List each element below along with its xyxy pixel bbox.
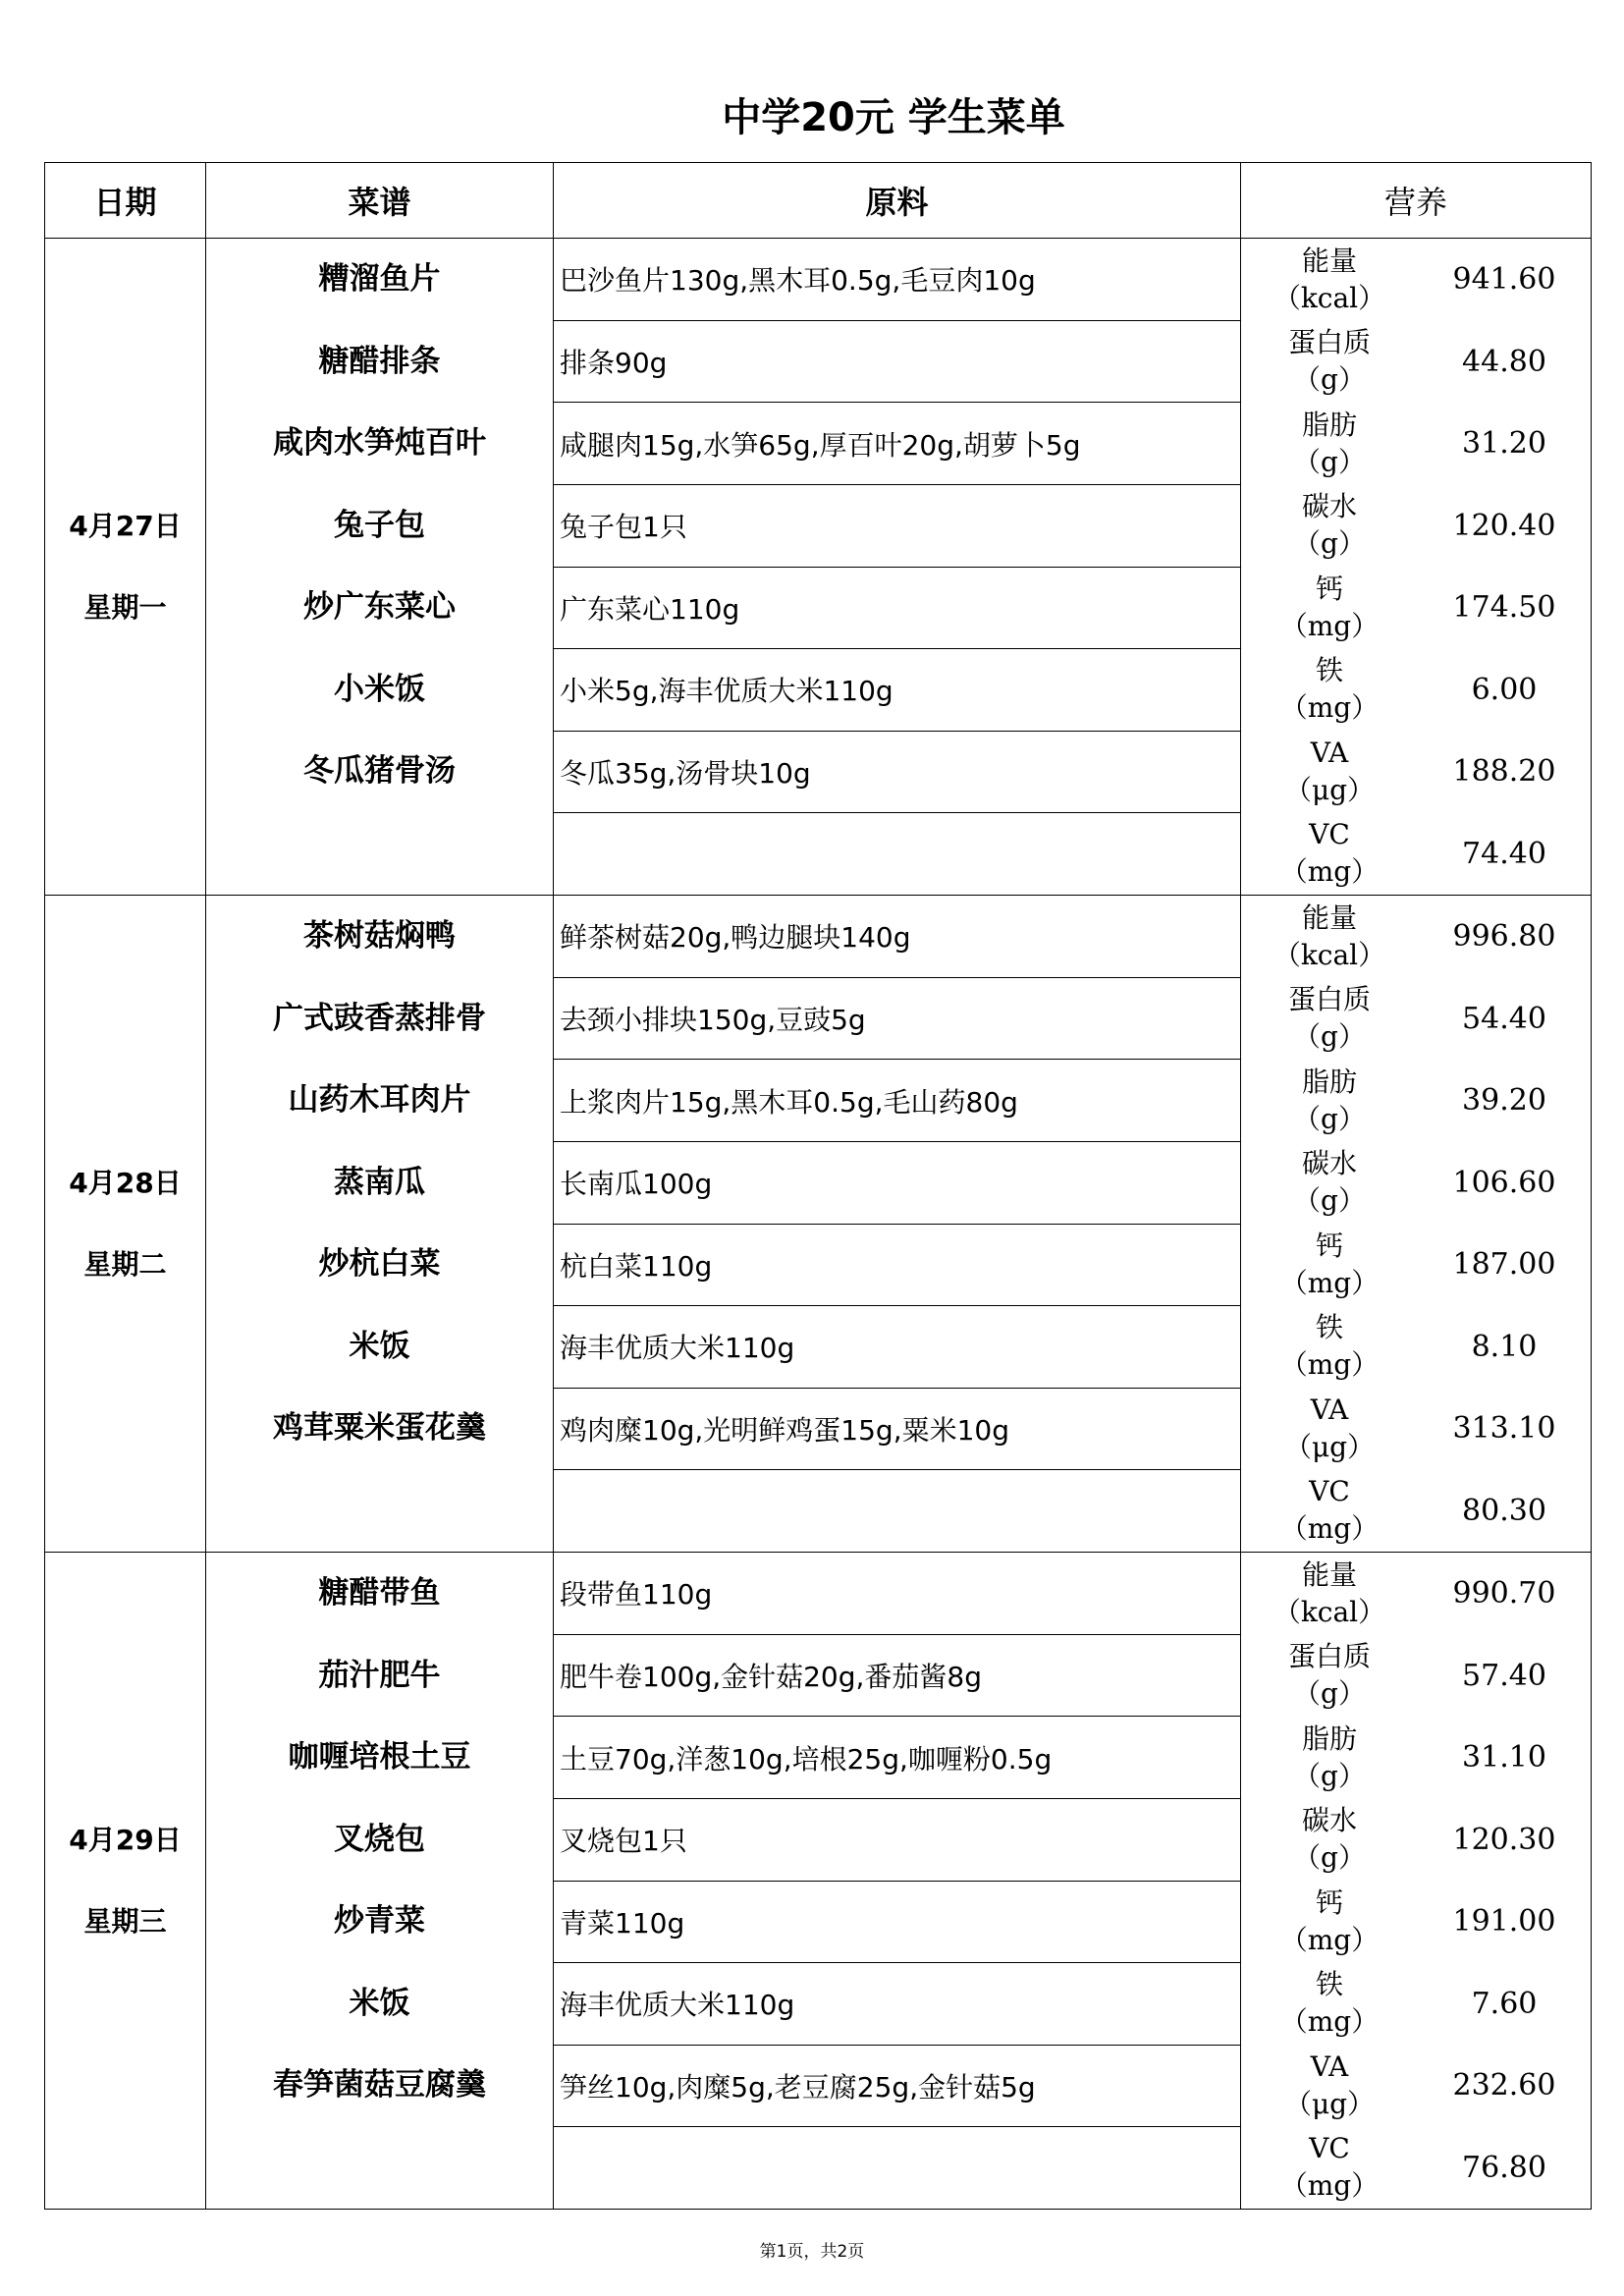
nutrient-unit: （mg） [1279, 691, 1380, 725]
table-row [45, 239, 1592, 321]
nutrient-unit: （mg） [1279, 2169, 1380, 2203]
nutrient-name: VA [1310, 1393, 1349, 1426]
nutrition-row [1241, 1388, 1591, 1470]
nutrition-row [1241, 1963, 1591, 2046]
nutrient-name: 脂肪 [1301, 1065, 1357, 1098]
weekday-label: 星期一 [83, 591, 167, 624]
ingredient-cell: 肥牛卷100g,金针菇20g,番茄酱8g [554, 1634, 1241, 1717]
ingredient-cell: 鲜茶树菇20g,鸭边腿块140g [554, 896, 1241, 978]
ingredient-cell: 海丰优质大米110g [554, 1306, 1241, 1389]
nutrient-label [1241, 1802, 1418, 1877]
ingredient-cell [554, 1470, 1241, 1553]
nutrition-row [1241, 1799, 1591, 1882]
ingredient-cell: 上浆肉片15g,黑木耳0.5g,毛山药80g [554, 1060, 1241, 1142]
nutrition-row [1241, 1060, 1591, 1142]
ingredient-cell: 青菜110g [554, 1881, 1241, 1963]
nutrient-name: 钙 [1315, 1229, 1343, 1262]
nutrient-value: 120.30 [1452, 1822, 1556, 1857]
nutrient-name: 碳水 [1301, 490, 1357, 523]
nutrient-value: 57.40 [1462, 1658, 1546, 1693]
nutrient-name: 蛋白质 [1287, 983, 1371, 1016]
nutrient-name: VC [1309, 1475, 1350, 1508]
weekday-label: 星期二 [83, 1248, 167, 1281]
nutrient-label [1241, 324, 1418, 399]
table-row [45, 1553, 1592, 1635]
nutrient-value: 74.40 [1462, 836, 1546, 871]
ingredient-cell: 咸腿肉15g,水笋65g,厚百叶20g,胡萝卜5g [554, 403, 1241, 485]
nutrient-unit: （g） [1293, 1759, 1366, 1792]
ingredient-cell: 土豆70g,洋葱10g,培根25g,咖喱粉0.5g [554, 1717, 1241, 1799]
nutrient-unit: （kcal） [1272, 938, 1386, 971]
nutrient-label [1241, 735, 1418, 809]
nutrient-label [1241, 407, 1418, 481]
dish-name: 广式豉香蒸排骨 [273, 1000, 486, 1036]
nutrient-value: 7.60 [1471, 1986, 1538, 2021]
nutrition-cell [1241, 239, 1592, 896]
nutrient-label [1241, 1228, 1418, 1302]
nutrition-row [1241, 1306, 1591, 1389]
dish-name: 冬瓜猪骨汤 [303, 753, 456, 789]
nutrient-unit: （μg） [1283, 1430, 1376, 1463]
nutrient-value: 120.40 [1452, 508, 1556, 543]
nutrient-unit: （mg） [1279, 609, 1380, 642]
nutrition-row [1241, 2045, 1591, 2127]
nutrient-label [1241, 900, 1418, 974]
nutrient-label [1241, 243, 1418, 317]
nutrient-name: 钙 [1315, 1886, 1343, 1919]
date-label: 4月29日 [69, 1824, 182, 1856]
nutrition-row [1241, 649, 1591, 732]
nutrition-row [1241, 896, 1591, 978]
page-footer: 第1页，共2页 [759, 2242, 865, 2262]
nutrient-value: 76.80 [1462, 2150, 1546, 2185]
ingredient-cell: 小米5g,海丰优质大米110g [554, 649, 1241, 732]
nutrient-label [1241, 2130, 1418, 2205]
nutrient-name: 碳水 [1301, 1147, 1357, 1180]
dish-name: 炒杭白菜 [318, 1246, 441, 1282]
nutrient-unit: （kcal） [1272, 1595, 1386, 1628]
nutrient-name: 铁 [1315, 1968, 1343, 2001]
nutrient-unit: （mg） [1279, 1512, 1380, 1546]
nutrient-unit: （kcal） [1272, 281, 1386, 314]
nutrition-row [1241, 1635, 1591, 1718]
nutrient-unit: （mg） [1279, 2005, 1380, 2039]
nutrient-value: 990.70 [1452, 1576, 1556, 1612]
nutrient-value: 996.80 [1452, 919, 1556, 955]
nutrient-unit: （mg） [1279, 1923, 1380, 1956]
header-ingredients: 原料 [554, 163, 1241, 239]
header-date: 日期 [45, 163, 206, 239]
recipe-cell [206, 1553, 554, 2210]
ingredient-cell: 兔子包1只 [554, 484, 1241, 567]
nutrient-label [1241, 2049, 1418, 2123]
menu-body [45, 239, 1592, 2210]
nutrition-row [1241, 1881, 1591, 1963]
nutrient-label [1241, 1473, 1418, 1548]
nutrient-value: 31.20 [1462, 426, 1546, 462]
header-recipe: 菜谱 [206, 163, 554, 239]
nutrient-name: 脂肪 [1301, 408, 1357, 441]
nutrition-row [1241, 2127, 1591, 2210]
nutrient-unit: （mg） [1279, 1266, 1380, 1299]
nutrient-value: 187.00 [1452, 1247, 1556, 1283]
nutrient-name: VC [1309, 2132, 1350, 2165]
nutrient-label [1241, 1885, 1418, 1959]
nutrient-label [1241, 981, 1418, 1056]
dish-name: 春笋菌菇豆腐羹 [273, 2067, 486, 2103]
nutrient-unit: （g） [1293, 1020, 1366, 1054]
nutrient-name: VA [1310, 736, 1349, 769]
dish-name: 鸡茸粟米蛋花羹 [273, 1410, 486, 1446]
nutrition-row [1241, 403, 1591, 485]
nutrient-value: 54.40 [1462, 1001, 1546, 1036]
nutrition-row [1241, 1142, 1591, 1225]
header-nutrition: 营养 [1241, 163, 1592, 239]
nutrient-value: 31.10 [1462, 1740, 1546, 1776]
ingredient-cell [554, 813, 1241, 896]
nutrient-label [1241, 1309, 1418, 1384]
nutrient-value: 6.00 [1471, 672, 1538, 707]
nutrition-row [1241, 485, 1591, 568]
nutrient-name: 脂肪 [1301, 1722, 1357, 1755]
weekday-label: 星期三 [83, 1905, 167, 1938]
nutrition-row [1241, 1224, 1591, 1306]
nutrient-unit: （g） [1293, 1184, 1366, 1218]
nutrition-cell [1241, 1553, 1592, 2210]
dish-name: 山药木耳肉片 [288, 1082, 471, 1118]
nutrient-label [1241, 816, 1418, 891]
nutrient-unit: （g） [1293, 363, 1366, 397]
nutrient-name: 能量 [1301, 1558, 1357, 1591]
nutrient-name: 钙 [1315, 572, 1343, 605]
nutrient-label [1241, 1557, 1418, 1631]
nutrient-value: 80.30 [1462, 1493, 1546, 1528]
nutrient-label [1241, 488, 1418, 563]
ingredient-cell: 海丰优质大米110g [554, 1963, 1241, 2046]
date-label: 4月28日 [69, 1167, 182, 1199]
nutrient-unit: （g） [1293, 527, 1366, 561]
date-cell [45, 239, 206, 896]
nutrient-value: 174.50 [1452, 590, 1556, 626]
dish-name: 炒广东菜心 [303, 589, 456, 625]
nutrition-row [1241, 1470, 1591, 1553]
nutrient-value: 8.10 [1471, 1329, 1538, 1364]
nutrient-name: 能量 [1301, 901, 1357, 934]
nutrition-row [1241, 239, 1591, 321]
ingredient-cell: 叉烧包1只 [554, 1798, 1241, 1881]
ingredient-cell: 杭白菜110g [554, 1224, 1241, 1306]
date-cell [45, 1553, 206, 2210]
nutrition-row [1241, 731, 1591, 813]
nutrition-row [1241, 321, 1591, 404]
nutrient-label [1241, 571, 1418, 645]
nutrient-unit: （g） [1293, 1102, 1366, 1135]
nutrient-name: 铁 [1315, 1311, 1343, 1344]
nutrition-row [1241, 567, 1591, 649]
dish-name: 糖醋排条 [318, 343, 441, 379]
dish-name: 糖醋带鱼 [318, 1575, 441, 1611]
nutrient-value: 106.60 [1452, 1165, 1556, 1200]
nutrient-name: 铁 [1315, 654, 1343, 687]
nutrient-name: 蛋白质 [1287, 1640, 1371, 1673]
page-title: 中学20元 学生菜单 [722, 95, 1065, 140]
nutrient-value: 232.60 [1452, 2068, 1556, 2104]
recipe-cell [206, 239, 554, 896]
nutrient-unit: （g） [1293, 1841, 1366, 1875]
nutrient-label [1241, 652, 1418, 727]
recipe-cell [206, 896, 554, 1553]
menu-table [44, 162, 1592, 2210]
dish-name: 小米饭 [334, 671, 425, 707]
nutrient-name: VC [1309, 818, 1350, 851]
ingredient-cell: 长南瓜100g [554, 1141, 1241, 1224]
dish-name: 兔子包 [334, 507, 425, 543]
header-row [45, 163, 1592, 239]
nutrient-value: 313.10 [1452, 1411, 1556, 1447]
nutrient-value: 44.80 [1462, 344, 1546, 379]
ingredient-cell: 广东菜心110g [554, 567, 1241, 649]
table-row [45, 896, 1592, 978]
nutrient-name: 能量 [1301, 244, 1357, 277]
dish-name: 糟溜鱼片 [318, 261, 441, 297]
nutrient-label [1241, 1392, 1418, 1466]
nutrient-unit: （g） [1293, 445, 1366, 478]
date-label: 4月27日 [69, 510, 182, 542]
nutrient-unit: （mg） [1279, 1348, 1380, 1382]
nutrient-name: 蛋白质 [1287, 326, 1371, 359]
ingredient-cell: 鸡肉糜10g,光明鲜鸡蛋15g,粟米10g [554, 1388, 1241, 1470]
nutrient-value: 191.00 [1452, 1904, 1556, 1940]
nutrient-value: 188.20 [1452, 754, 1556, 790]
nutrient-value: 39.20 [1462, 1083, 1546, 1119]
dish-name: 茶树菇焖鸭 [303, 918, 456, 954]
ingredient-cell: 巴沙鱼片130g,黑木耳0.5g,毛豆肉10g [554, 239, 1241, 321]
nutrient-label [1241, 1966, 1418, 2041]
nutrient-name: VA [1310, 2050, 1349, 2083]
nutrient-unit: （mg） [1279, 855, 1380, 889]
nutrient-label [1241, 1638, 1418, 1713]
dish-name: 米饭 [349, 1985, 410, 2021]
date-cell [45, 896, 206, 1553]
dish-name: 咸肉水笋炖百叶 [273, 425, 486, 461]
dish-name: 叉烧包 [334, 1821, 425, 1857]
dish-name: 蒸南瓜 [334, 1164, 425, 1200]
nutrition-row [1241, 1717, 1591, 1799]
nutrition-cell [1241, 896, 1592, 1553]
ingredient-cell: 段带鱼110g [554, 1553, 1241, 1635]
ingredient-cell: 排条90g [554, 320, 1241, 403]
dish-name: 米饭 [349, 1328, 410, 1364]
ingredient-cell: 笋丝10g,肉糜5g,老豆腐25g,金针菇5g [554, 2045, 1241, 2127]
ingredient-cell: 冬瓜35g,汤骨块10g [554, 731, 1241, 813]
nutrition-row [1241, 978, 1591, 1061]
dish-name: 咖喱培根土豆 [288, 1739, 471, 1775]
nutrient-name: 碳水 [1301, 1804, 1357, 1837]
nutrient-unit: （μg） [1283, 773, 1376, 806]
nutrient-label [1241, 1064, 1418, 1138]
nutrient-unit: （μg） [1283, 2087, 1376, 2120]
nutrition-row [1241, 1553, 1591, 1635]
dish-name: 茄汁肥牛 [318, 1657, 441, 1693]
ingredient-cell [554, 2127, 1241, 2210]
nutrition-row [1241, 813, 1591, 896]
nutrient-label [1241, 1145, 1418, 1220]
dish-name: 炒青菜 [334, 1903, 425, 1939]
nutrient-value: 941.60 [1452, 262, 1556, 298]
ingredient-cell: 去颈小排块150g,豆豉5g [554, 977, 1241, 1060]
nutrient-label [1241, 1721, 1418, 1795]
nutrient-unit: （g） [1293, 1677, 1366, 1711]
